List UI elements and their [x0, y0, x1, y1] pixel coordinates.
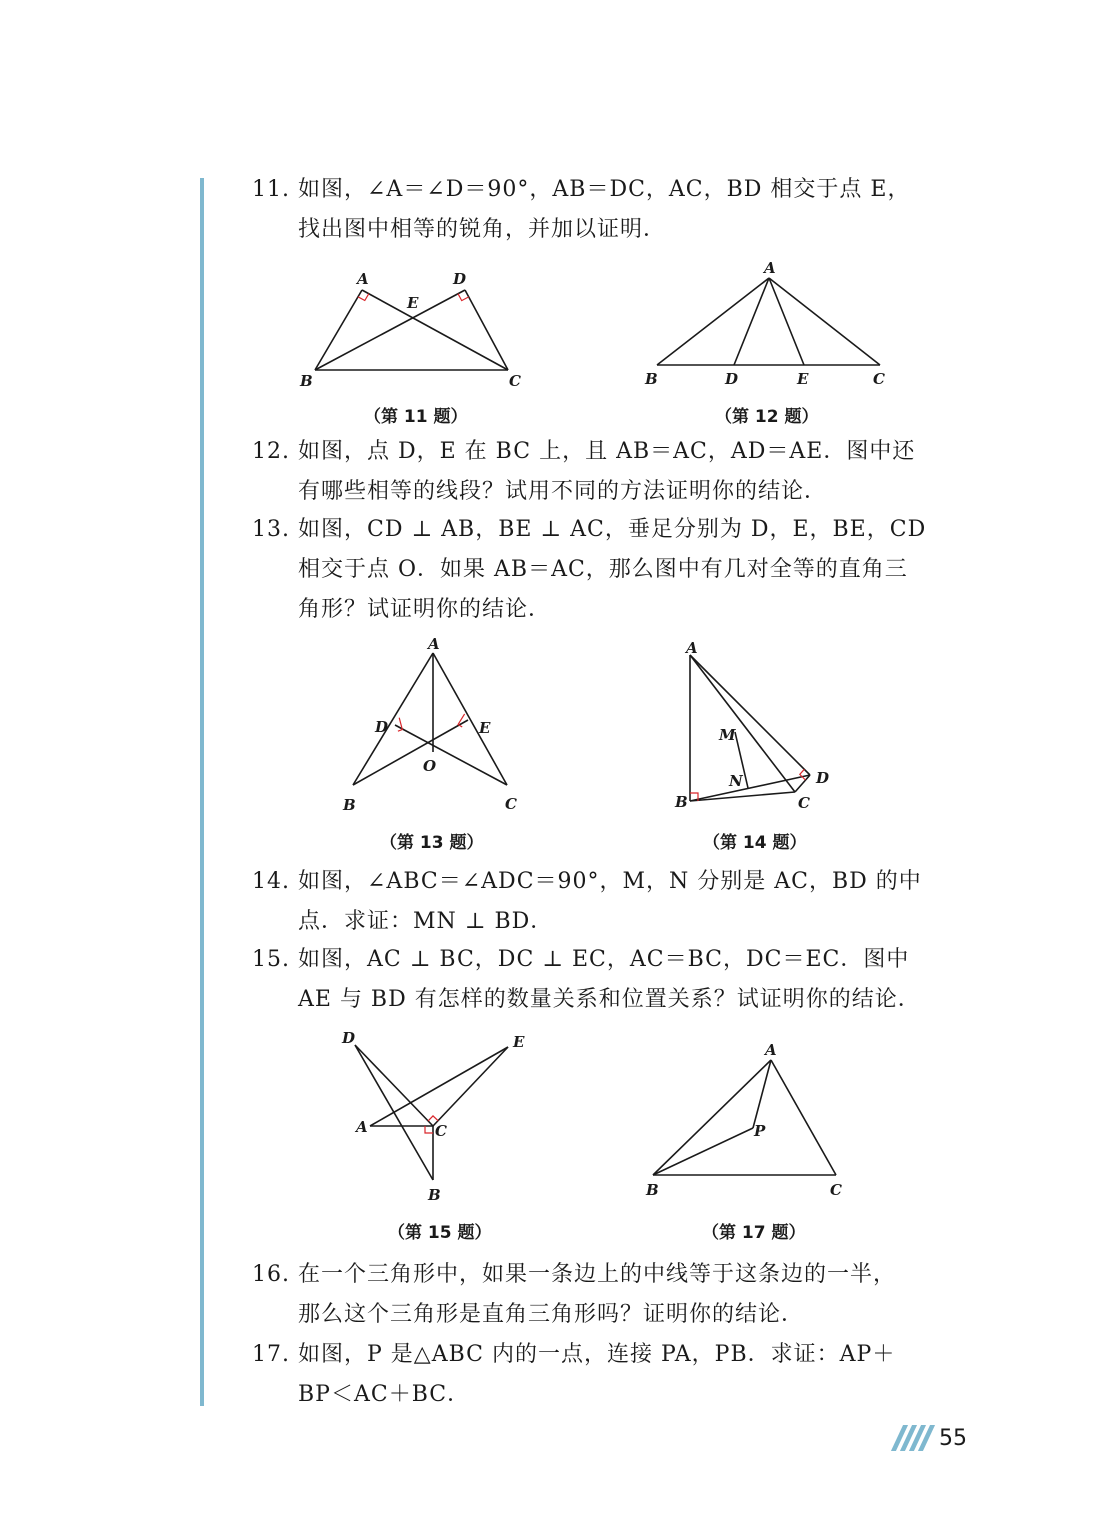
- label-a: A: [765, 1041, 777, 1059]
- label-p: P: [754, 1122, 766, 1140]
- right-angle-mark-acb: [425, 1126, 433, 1133]
- figure-12-caption: （第 12 题）: [715, 407, 819, 427]
- question-text: 角形？试证明你的结论．: [298, 597, 552, 622]
- figure-13-caption: （第 13 题）: [380, 833, 484, 853]
- label-c: C: [873, 370, 885, 388]
- figure-11: [300, 265, 540, 390]
- figure-13: [335, 635, 535, 820]
- margin-accent-bar: [200, 178, 204, 1406]
- label-b: B: [343, 796, 356, 814]
- question-text: 如图，CD ⊥ AB，BE ⊥ AC，垂足分别为 D，E，BE，CD: [298, 517, 927, 542]
- label-d: D: [453, 270, 467, 288]
- question-text: 那么这个三角形是直角三角形吗？证明你的结论．: [298, 1302, 805, 1327]
- label-d: D: [725, 370, 739, 388]
- figure-15: [340, 1025, 540, 1210]
- label-b: B: [300, 372, 313, 390]
- figure-17-diagram: [638, 1040, 863, 1200]
- segment-be: [353, 720, 468, 785]
- label-e: E: [797, 370, 809, 388]
- label-c: C: [830, 1181, 842, 1199]
- label-a: A: [686, 639, 698, 657]
- question-number: 16.: [252, 1262, 290, 1287]
- figure-12: [640, 259, 900, 388]
- figure-11-caption: （第 11 题）: [364, 407, 468, 427]
- label-b: B: [645, 370, 658, 388]
- question-text: 点．求证：MN ⊥ BD．: [298, 909, 554, 934]
- question-number: 11.: [252, 177, 290, 202]
- question-number: 14.: [252, 869, 290, 894]
- label-a: A: [356, 1118, 368, 1136]
- question-text: 如图，P 是△ABC 内的一点，连接 PA，PB．求证：AP＋: [298, 1342, 896, 1367]
- figure-17: [638, 1040, 863, 1200]
- segment-ab: [653, 1060, 771, 1175]
- label-o: O: [423, 757, 437, 775]
- label-c: C: [505, 795, 517, 813]
- figure-17-caption: （第 17 题）: [702, 1223, 806, 1243]
- question-number: 13.: [252, 517, 290, 542]
- segment-ce: [433, 1047, 508, 1126]
- question-text: 相交于点 O．如果 AB＝AC，那么图中有几对全等的直角三: [298, 557, 908, 582]
- question-17: [252, 1335, 952, 1415]
- label-c: C: [435, 1122, 447, 1140]
- figure-14-caption: （第 14 题）: [703, 833, 807, 853]
- figure-12-diagram: [640, 259, 900, 388]
- question-14: [252, 862, 952, 942]
- question-number: 15.: [252, 947, 290, 972]
- right-angle-mark-d: [800, 769, 806, 780]
- figure-14: [670, 630, 850, 820]
- question-13: [252, 510, 952, 630]
- question-11: [252, 170, 952, 250]
- question-text: 如图，点 D，E 在 BC 上，且 AB＝AC，AD＝AE．图中还: [298, 439, 916, 464]
- label-c: C: [798, 794, 810, 812]
- question-number: 17.: [252, 1342, 290, 1367]
- label-a: A: [428, 635, 440, 653]
- right-angle-mark-d: [398, 718, 402, 732]
- label-m: M: [719, 726, 736, 744]
- segment-ab: [353, 653, 433, 785]
- segment-ap: [753, 1060, 771, 1128]
- label-e: E: [407, 294, 419, 312]
- question-text: BP＜AC＋BC．: [298, 1382, 471, 1407]
- question-text: 找出图中相等的锐角，并加以证明．: [298, 217, 667, 242]
- segment-ae: [370, 1047, 508, 1126]
- label-c: C: [509, 372, 521, 390]
- question-text: 如图，∠ABC＝∠ADC＝90°，M，N 分别是 AC，BD 的中: [298, 869, 922, 894]
- segment-ad: [690, 655, 810, 775]
- figure-11-diagram: [300, 265, 540, 390]
- question-number: 12.: [252, 439, 290, 464]
- figure-15-caption: （第 15 题）: [388, 1223, 492, 1243]
- question-text: 有哪些相等的线段？试用不同的方法证明你的结论．: [298, 479, 828, 504]
- label-n: N: [729, 772, 743, 790]
- figure-15-diagram: [340, 1025, 540, 1210]
- question-text: 在一个三角形中，如果一条边上的中线等于这条边的一半，: [298, 1262, 897, 1287]
- question-12: [252, 432, 952, 512]
- question-15: [252, 940, 952, 1020]
- question-text: 如图，AC ⊥ BC，DC ⊥ EC，AC＝BC，DC＝EC．图中: [298, 947, 910, 972]
- question-text: 如图，∠A＝∠D＝90°，AB＝DC，AC，BD 相交于点 E，: [298, 177, 911, 202]
- label-a: A: [764, 259, 776, 277]
- question-16: [252, 1255, 952, 1335]
- segment-db: [315, 290, 465, 370]
- label-d: D: [342, 1029, 356, 1047]
- segment-pb: [653, 1128, 753, 1175]
- label-b: B: [675, 793, 688, 811]
- label-d: D: [375, 718, 389, 736]
- label-b: B: [646, 1181, 659, 1199]
- figure-14-diagram: [670, 630, 850, 820]
- label-a: A: [357, 270, 369, 288]
- label-d: D: [816, 769, 830, 787]
- segment-ac: [771, 1060, 836, 1175]
- label-e: E: [479, 719, 491, 737]
- page-number-text: 55: [939, 1425, 967, 1451]
- right-angle-mark-e: [458, 714, 465, 727]
- figure-13-diagram: [335, 635, 535, 820]
- segment-bc: [690, 792, 795, 801]
- question-text: AE 与 BD 有怎样的数量关系和位置关系？试证明你的结论．: [298, 987, 921, 1012]
- page-number: [897, 1425, 967, 1451]
- slash-decoration-icon: [897, 1425, 933, 1451]
- label-e: E: [513, 1033, 525, 1051]
- right-angle-mark-dce: [428, 1116, 438, 1121]
- label-b: B: [428, 1186, 441, 1204]
